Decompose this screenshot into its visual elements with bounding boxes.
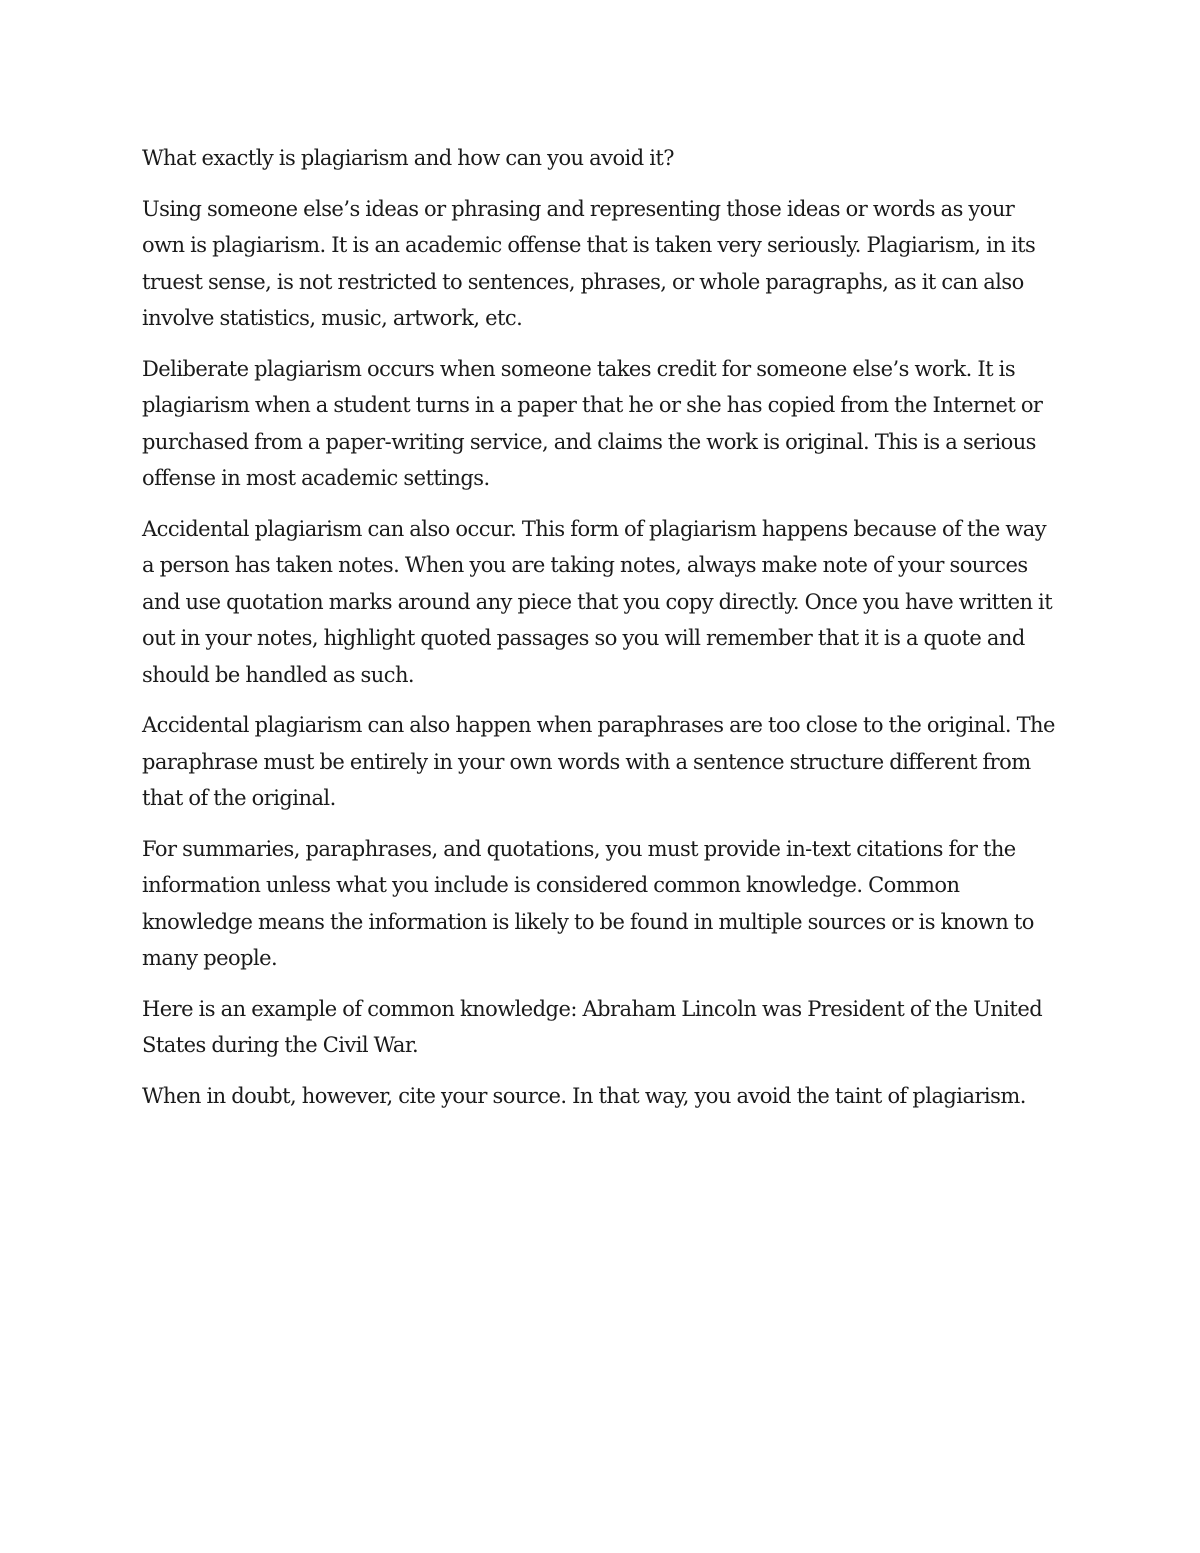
- paragraph-common-knowledge-example: Here is an example of common knowledge: Abraham Lincoln was President of the United States during the Civil War.: [142, 996, 1043, 1057]
- paragraph-accidental-plagiarism-paraphrase: Accidental plagiarism can also happen when paraphrases are too close to the original. The paraphrase must be entirely in your own words with a sentence structure different from that of the original.: [142, 713, 1055, 810]
- document-body: [142, 140, 1062, 1128]
- paragraph-accidental-plagiarism-notes: Accidental plagiarism can also occur. This form of plagiarism happens because of the way a person has taken notes. When you are taking notes, always make note of your sources and use quotation marks around any piece that you copy directly. Once you have written it out in your notes, highlight quoted passages so you will remember that it is a quote and should be handled as such.: [142, 516, 1053, 687]
- paragraph-conclusion: When in doubt, however, cite your source. In that way, you avoid the taint of plagiarism.: [142, 1083, 1026, 1108]
- paragraph-deliberate-plagiarism: Deliberate plagiarism occurs when someone takes credit for someone else’s work. It is plagiarism when a student turns in a paper that he or she has copied from the Internet or purchased from a paper-writing service, and claims the work is original. This is a serious offense in most academic settings.: [142, 356, 1043, 490]
- document-heading: What exactly is plagiarism and how can you avoid it?: [142, 146, 674, 170]
- paragraph-citations: For summaries, paraphrases, and quotations, you must provide in-text citations for the information unless what you include is considered common knowledge. Common knowledge means the information is likely to be found in multiple sources or is known to many people.: [142, 836, 1034, 970]
- paragraph-definition: Using someone else’s ideas or phrasing and representing those ideas or words as your own is plagiarism. It is an academic offense that is taken very seriously. Plagiarism, in its truest sense, is not restricted to sentences, phrases, or whole paragraphs, as it can also involve statistics, music, artwork, etc.: [142, 196, 1036, 330]
